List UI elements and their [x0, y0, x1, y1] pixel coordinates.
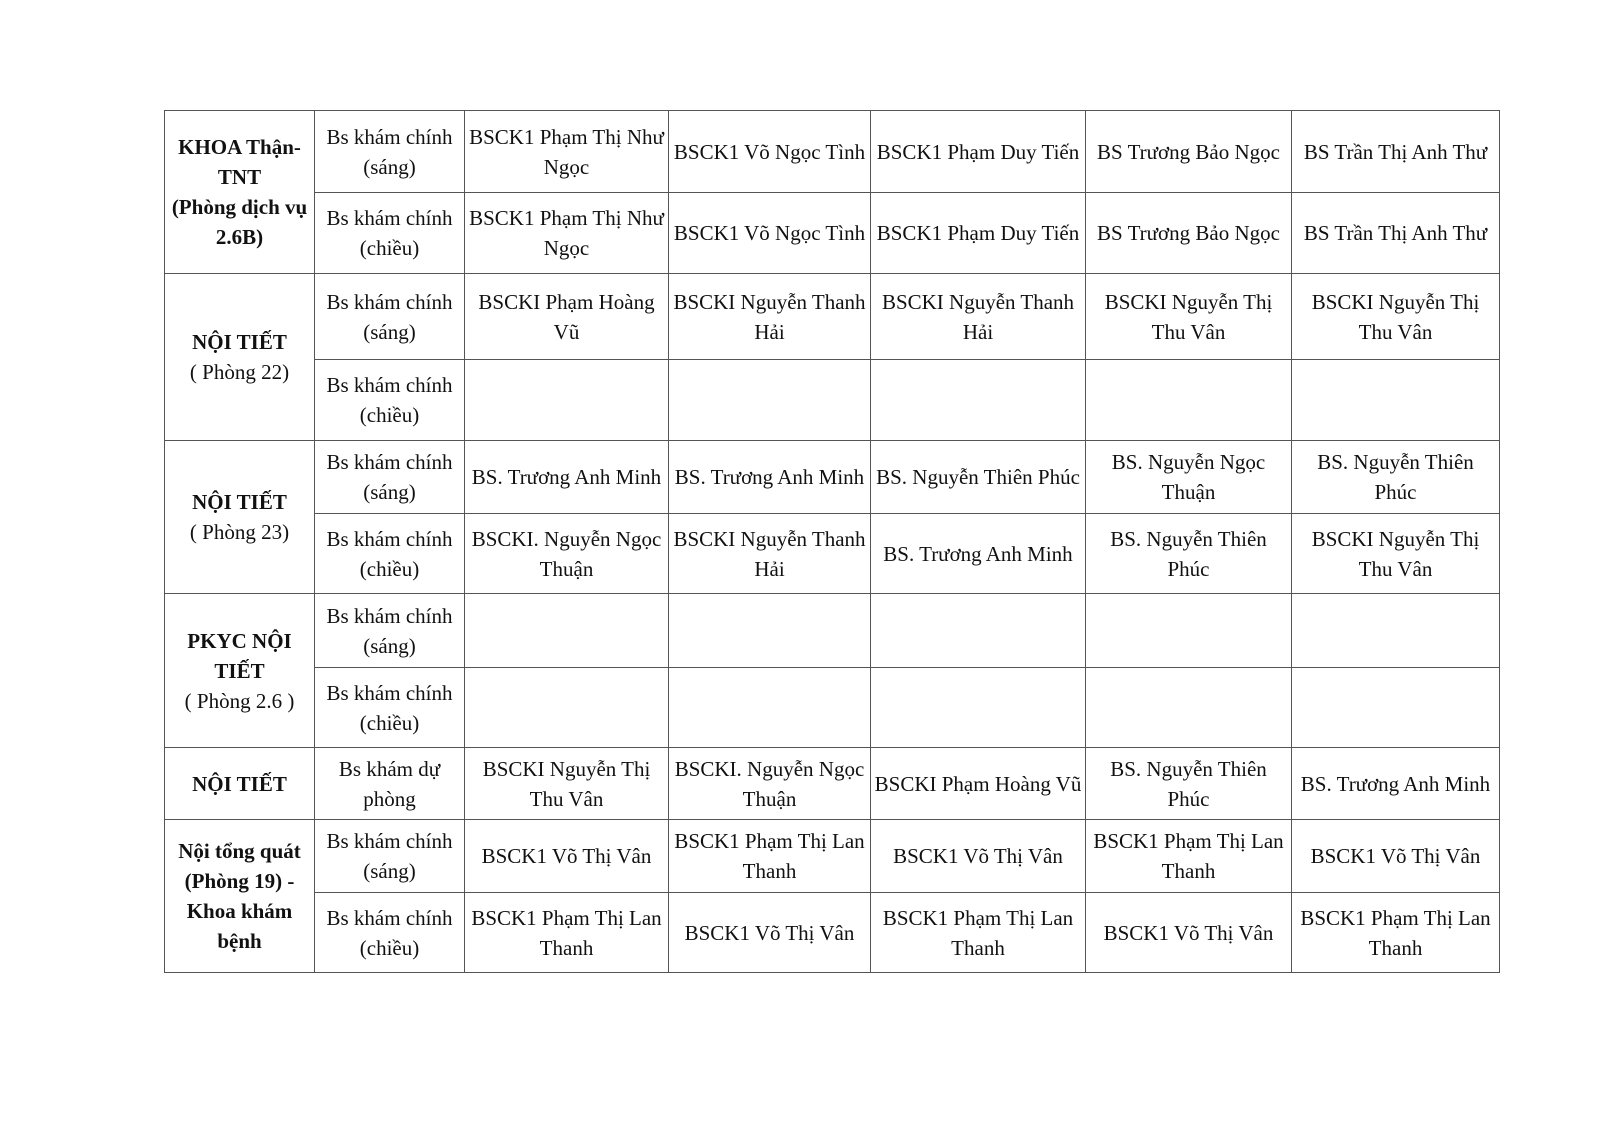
table-row [165, 514, 1500, 594]
table-row [165, 820, 1500, 893]
department-cell [165, 274, 315, 441]
session-label: Bs khám chính (sáng) [315, 594, 465, 668]
department-room: ( Phòng 23) [189, 520, 290, 544]
doctor-cell [871, 360, 1086, 441]
session-label: Bs khám dự phòng [315, 748, 465, 820]
table-row [165, 441, 1500, 514]
table-row [165, 193, 1500, 274]
session-label: Bs khám chính (sáng) [315, 441, 465, 514]
department-room: ( Phòng 22) [189, 360, 290, 384]
doctor-cell: BSCKI Nguyễn Thanh Hải [669, 274, 871, 360]
table-row [165, 360, 1500, 441]
doctor-cell: BSCK1 Phạm Thị Như Ngọc [465, 111, 669, 193]
doctor-cell [669, 668, 871, 748]
doctor-cell: BSCK1 Võ Thị Vân [465, 820, 669, 893]
doctor-cell: BSCK1 Võ Thị Vân [871, 820, 1086, 893]
session-label: Bs khám chính (chiều) [315, 514, 465, 594]
session-label: Bs khám chính (chiều) [315, 668, 465, 748]
doctor-cell: BSCKI Nguyễn Thị Thu Vân [1086, 274, 1292, 360]
doctor-cell: BS Trần Thị Anh Thư [1292, 111, 1500, 193]
doctor-cell: BSCK1 Võ Thị Vân [1292, 820, 1500, 893]
table-row [165, 748, 1500, 820]
doctor-cell: BSCK1 Võ Ngọc Tình [669, 111, 871, 193]
doctor-cell: BSCK1 Phạm Thị Lan Thanh [669, 820, 871, 893]
doctor-cell [669, 594, 871, 668]
department-name: Nội tổng quát (Phòng 19) - Khoa khám bệnh [178, 839, 301, 953]
department-room: (Phòng dịch vụ 2.6B) [171, 195, 308, 249]
doctor-cell [1292, 668, 1500, 748]
doctor-cell [1086, 360, 1292, 441]
doctor-cell: BSCKI Nguyễn Thanh Hải [669, 514, 871, 594]
department-cell [165, 594, 315, 748]
session-label: Bs khám chính (chiều) [315, 360, 465, 441]
table-row [165, 111, 1500, 193]
doctor-cell: BS. Nguyễn Thiên Phúc [871, 441, 1086, 514]
doctor-cell: BSCK1 Phạm Duy Tiến [871, 193, 1086, 274]
doctor-cell: BSCKI. Nguyễn Ngọc Thuận [465, 514, 669, 594]
doctor-cell [871, 668, 1086, 748]
doctor-cell: BSCKI Nguyễn Thị Thu Vân [465, 748, 669, 820]
doctor-cell: BSCK1 Võ Ngọc Tình [669, 193, 871, 274]
doctor-cell: BS. Trương Anh Minh [871, 514, 1086, 594]
table-row [165, 274, 1500, 360]
doctor-cell: BS. Nguyễn Thiên Phúc [1086, 514, 1292, 594]
doctor-cell: BSCK1 Phạm Thị Lan Thanh [1292, 893, 1500, 973]
doctor-cell: BS. Trương Anh Minh [465, 441, 669, 514]
session-label: Bs khám chính (chiều) [315, 893, 465, 973]
doctor-cell: BSCKI. Nguyễn Ngọc Thuận [669, 748, 871, 820]
department-name: PKYC NỘI TIẾT [187, 628, 292, 683]
session-label: Bs khám chính (sáng) [315, 274, 465, 360]
doctor-cell: BS. Nguyễn Thiên Phúc [1086, 748, 1292, 820]
doctor-cell: BS Trần Thị Anh Thư [1292, 193, 1500, 274]
department-name: NỘI TIẾT [192, 330, 287, 354]
doctor-cell: BSCK1 Phạm Duy Tiến [871, 111, 1086, 193]
doctor-cell [871, 594, 1086, 668]
doctor-cell [465, 594, 669, 668]
doctor-cell: BSCKI Nguyễn Thị Thu Vân [1292, 274, 1500, 360]
session-label: Bs khám chính (chiều) [315, 193, 465, 274]
doctor-cell: BS. Nguyễn Ngọc Thuận [1086, 441, 1292, 514]
department-name: NỘI TIẾT [192, 771, 287, 796]
doctor-cell [1086, 668, 1292, 748]
doctor-cell: BSCK1 Phạm Thị Lan Thanh [465, 893, 669, 973]
doctor-cell: BS. Trương Anh Minh [1292, 748, 1500, 820]
department-name: NỘI TIẾT [192, 490, 287, 514]
table-row [165, 893, 1500, 973]
doctor-cell: BSCK1 Võ Thị Vân [1086, 893, 1292, 973]
doctor-cell [465, 360, 669, 441]
schedule-table [164, 110, 1500, 973]
table-row [165, 668, 1500, 748]
doctor-cell: BSCK1 Võ Thị Vân [669, 893, 871, 973]
department-cell [165, 441, 315, 594]
doctor-cell: BSCK1 Phạm Thị Lan Thanh [1086, 820, 1292, 893]
doctor-cell [465, 668, 669, 748]
doctor-cell [1086, 594, 1292, 668]
department-cell [165, 820, 315, 973]
doctor-cell: BSCKI Nguyễn Thị Thu Vân [1292, 514, 1500, 594]
doctor-cell [669, 360, 871, 441]
table-row [165, 594, 1500, 668]
department-room: ( Phòng 2.6 ) [184, 688, 295, 713]
doctor-cell: BSCKI Phạm Hoàng Vũ [465, 274, 669, 360]
doctor-cell: BS. Trương Anh Minh [669, 441, 871, 514]
doctor-cell [1292, 360, 1500, 441]
doctor-cell: BSCKI Phạm Hoàng Vũ [871, 748, 1086, 820]
session-label: Bs khám chính (sáng) [315, 820, 465, 893]
doctor-cell: BS Trương Bảo Ngọc [1086, 111, 1292, 193]
doctor-cell: BS. Nguyễn Thiên Phúc [1292, 441, 1500, 514]
doctor-cell: BSCK1 Phạm Thị Lan Thanh [871, 893, 1086, 973]
session-label: Bs khám chính (sáng) [315, 111, 465, 193]
doctor-cell: BSCKI Nguyễn Thanh Hải [871, 274, 1086, 360]
doctor-cell [1292, 594, 1500, 668]
department-cell [165, 748, 315, 820]
department-cell [165, 111, 315, 274]
department-name: KHOA Thận-TNT [178, 135, 301, 189]
doctor-cell: BS Trương Bảo Ngọc [1086, 193, 1292, 274]
doctor-cell: BSCK1 Phạm Thị Như Ngọc [465, 193, 669, 274]
